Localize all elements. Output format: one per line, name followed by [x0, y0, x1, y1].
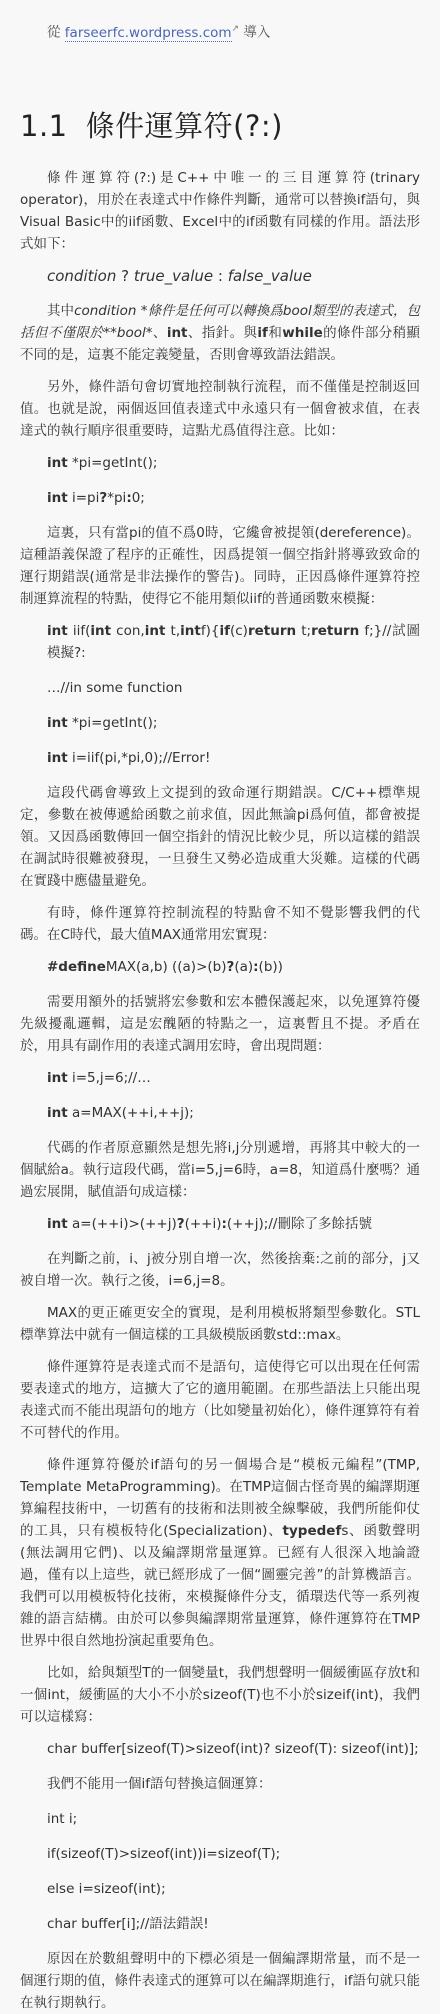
paragraph-compile-time: 原因在於數組聲明中的下標必須是一個編譯期常量，而不是一個運行期的值，條件表達式的運算可以在編譯期進行，if語句就只能在執行期執行。 — [20, 1950, 421, 2011]
code-text: (++j);//刪除了多餘括號 — [226, 1215, 372, 1232]
code-text: (a) — [234, 958, 254, 975]
keyword: while — [282, 324, 323, 341]
formula-true-value: true_value — [133, 266, 214, 285]
text-span: 條件運算符優於if語句的另一個場合是“模板元編程”(TMP, Template MetaProgramming)。在TMP這個古怪奇異的編譯期運算編程技術中，一切舊有的技術和法則被全線擊破，我們所能仰仗的工具，只有模板特化(Specialization)、 — [20, 1456, 420, 1539]
text-span: 的條件部分稍顯不同的是，這裏不能定義變量，否則會導致語法錯誤。 — [20, 324, 421, 363]
code-text: f){ — [200, 622, 220, 639]
code-line — [20, 1102, 420, 1124]
keyword: return — [247, 622, 297, 639]
keyword: int — [47, 714, 68, 731]
code-line — [20, 620, 420, 664]
keyword: int — [47, 622, 68, 639]
code-line: char buffer[sizeof(T)>sizeof(int)? sizeof(T): sizeof(int)]; — [47, 1740, 419, 1757]
code-text: i=5,j=6;//… — [67, 1069, 151, 1086]
code-line — [20, 487, 420, 509]
operator: : — [253, 958, 259, 975]
code-text: *pi=getInt(); — [67, 714, 158, 731]
keyword: int — [47, 1215, 68, 1232]
code-text: t, — [165, 622, 181, 639]
keyword: return — [311, 622, 360, 639]
keyword: int — [47, 1069, 68, 1086]
code-line — [20, 956, 420, 978]
code-line: char buffer[i];//語法錯誤! — [47, 1915, 209, 1932]
paragraph-dereference: 這裏，只有當pi的值不爲0時，它纔會被提領(dereference)。這種語義保證了程序的正確性，因爲提領一個空指針將導致致命的運行期錯誤(通常是非法操作的警告)。同時，正因爲條件運算符控制運算流程的特點，使得它不能用類似iif的普通函數來模擬： — [20, 524, 420, 607]
paragraph-control-flow: 另外，條件語句會切實地控制執行流程，而不僅僅是控制返回值。也就是說，兩個返回值表達式中永遠只有一個會被求值，在表達式的執行順序很重要時，這點尤爲值得注意。比如： — [20, 378, 420, 439]
text-span: 、指針。與 — [187, 324, 258, 341]
keyword: int — [47, 1104, 68, 1121]
section-heading — [20, 104, 420, 145]
formula-false-value: false_value — [227, 266, 312, 285]
code-line: …//in some function — [47, 679, 183, 696]
code-line: if(sizeof(T)>sizeof(int))i=sizeof(T); — [47, 1845, 281, 1862]
code-text: *pi — [107, 489, 127, 506]
code-text: iif( — [67, 622, 91, 639]
text-span: 、 — [152, 324, 167, 341]
external-link-icon: ↗ — [231, 24, 240, 34]
code-text: 0; — [131, 489, 145, 506]
code-line — [20, 1067, 420, 1089]
import-suffix: 導入 — [239, 24, 271, 41]
formula-colon: : — [213, 266, 228, 285]
code-text: *pi=getInt(); — [67, 454, 158, 471]
paragraph-buffer-example: 比如，給與類型T的一個變量t，我們想聲明一個緩衝區存放t和一個int，緩衝區的大小不小於sizeof(T)也不小於sizeif(int)，我們可以這樣寫： — [20, 1664, 420, 1725]
code-text: t; — [296, 622, 312, 639]
keyword: typedef — [282, 1522, 342, 1539]
code-text: i=iif(pi,*pi,0);//Error! — [67, 749, 211, 766]
paragraph-condition — [20, 300, 420, 366]
paragraph-intro: 條件運算符(?:)是C++中唯一的三目運算符(trinary operator)，用於在表達式中作條件判斷，通常可以替換if語句，與Visual Basic中的iif函數、Excel中的if函數有同樣的作用。語法形式如下： — [20, 169, 420, 252]
text-span: 其中 — [47, 302, 75, 319]
section-number: 1.1 — [20, 108, 68, 143]
code-text: (++i) — [184, 1215, 222, 1232]
keyword: #define — [47, 958, 106, 975]
keyword: int — [166, 324, 188, 341]
italic-span: condition *條件是任何可以轉換爲bool類型的表達式，包括但不僅限於**bool* — [20, 302, 420, 341]
import-prefix: 從 — [47, 24, 65, 41]
paragraph-macro-intro: 有時，條件運算符控制流程的特點會不知不覺影響我們的代碼。在C時代，最大值MAX通常用宏實現： — [20, 904, 420, 943]
code-text: i=pi — [67, 489, 100, 506]
operator: : — [221, 1215, 227, 1232]
operator: ? — [99, 489, 108, 506]
formula-question: ? — [116, 266, 134, 285]
operator: : — [126, 489, 132, 506]
paragraph-std-max: MAX的更正確更安全的實現，是利用模板將類型參數化。STL標準算法中就有一個這樣的工具級模版函數std::max。 — [20, 1304, 420, 1343]
code-text: a=MAX(++i,++j); — [67, 1104, 194, 1121]
keyword: int — [144, 622, 166, 639]
keyword: int — [47, 749, 68, 766]
keyword: int — [47, 489, 68, 506]
code-text: f;}//試圖模擬?: — [47, 622, 420, 661]
code-line — [20, 747, 420, 769]
paragraph-expression: 條件運算符是表達式而不是語句，這使得它可以出現在任何需要表達式的地方，這擴大了它的適用範圍。在那些語法上只能出現表達式而不能出現語句的地方（比如變量初始化），條件運算符有着不可替代的作用。 — [20, 1358, 420, 1441]
code-line — [20, 712, 420, 734]
keyword: if — [219, 622, 230, 639]
code-line — [20, 1213, 420, 1235]
syntax-formula — [20, 265, 420, 287]
text-span: 和 — [267, 324, 283, 341]
paragraph-macro-problem: 需要用額外的括號將宏參數和宏本體保護起來，以免運算符優先級擾亂邏輯，這是宏醜陋的特點之一，這裏暫且不提。矛盾在於，用具有副作用的表達式調用宏時，會出現問題： — [20, 993, 420, 1054]
paragraph-macro-expansion: 代碼的作者原意顯然是想先將i,j分別遞增，再將其中較大的一個賦給a。執行這段代碼，當i=5,j=6時，a=8，知道爲什麼嗎？通過宏展開，賦值語句成這樣： — [20, 1139, 420, 1200]
import-source-line — [47, 18, 420, 44]
import-source-link[interactable]: farseerfc.wordpress.com — [64, 24, 232, 41]
code-text: a=(++i)>(++j) — [67, 1215, 177, 1232]
code-text: MAX(a,b) ((a)>(b) — [105, 958, 227, 975]
paragraph-increment: 在判斷之前，i、j被分別自增一次，然後捨棄:之前的部分，j又被自增一次。執行之後，i=6,j=8。 — [20, 1250, 420, 1289]
code-text: (c) — [229, 622, 248, 639]
section-title: 條件運算符(?:) — [85, 108, 283, 143]
code-text: con, — [111, 622, 145, 639]
keyword: int — [180, 622, 201, 639]
code-line: int i; — [47, 1810, 78, 1827]
operator: ? — [176, 1215, 185, 1232]
keyword: if — [257, 324, 268, 341]
keyword: int — [47, 454, 68, 471]
code-line — [20, 452, 420, 474]
paragraph-tmp — [20, 1454, 420, 1652]
operator: ? — [226, 958, 235, 975]
formula-condition: condition — [47, 266, 117, 285]
code-line: else i=sizeof(int); — [47, 1880, 166, 1897]
keyword: int — [90, 622, 112, 639]
code-line: 我們不能用一個if語句替換這個運算： — [47, 1775, 272, 1792]
text-span: s、函數聲明(無法調用它們)、以及編譯期常量運算。已經有人很深入地論證過，僅有以上這些，就已經形成了一個“圖靈完善”的計算機語言。我們可以用模板特化技術，來模擬條件分支，循環迭代等一系列複雜的語言結構。由於可以參與編譯期常量運算，條件運算符在TMP世界中很自然地扮演起重要角色。 — [20, 1522, 420, 1649]
code-text: (b)) — [258, 958, 283, 975]
paragraph-fatal-error: 這段代碼會導致上文提到的致命運行期錯誤。C/C++標準規定，參數在被傳遞給函數之前求值，因此無論pi爲何值，都會被提領。又因爲函數傳回一個空指針的情況比較少見，所以這樣的錯誤在調試時很難被發現，一旦發生又勢必造成重大災難。這樣的代碼在實踐中應儘量避免。 — [20, 784, 420, 889]
